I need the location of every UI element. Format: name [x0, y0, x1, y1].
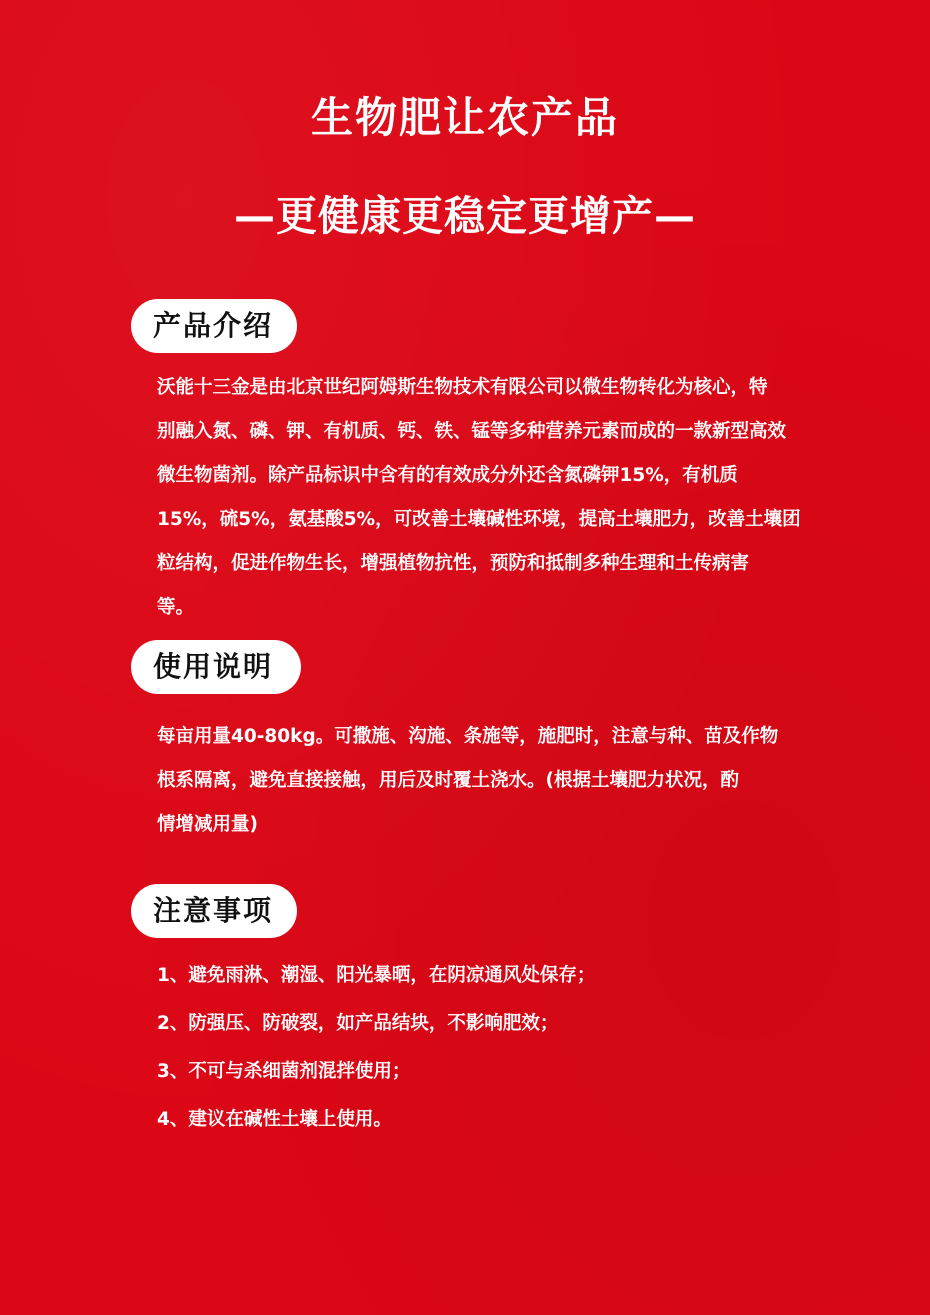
- usage-line: 每亩用量40-80kg。可撒施、沟施、条施等，施肥时，注意与种、苗及作物: [157, 726, 779, 747]
- intro-line: 微生物菌剂。除产品标识中含有的有效成分外还含氮磷钾15%，有机质: [157, 465, 738, 486]
- section-heading-notes: 注意事项: [131, 884, 297, 938]
- section-heading-usage: 使用说明: [131, 640, 301, 694]
- notes-list-item: 3、不可与杀细菌剂混拌使用；: [157, 1061, 411, 1082]
- intro-line: 别融入氮、磷、钾、有机质、钙、铁、锰等多种营养元素而成的一款新型高效: [157, 421, 787, 442]
- notes-list-item: 1、避免雨淋、潮湿、阳光暴晒，在阴凉通风处保存；: [157, 965, 596, 986]
- intro-paragraph: [157, 366, 802, 630]
- notes-list-item: 4、建议在碱性土壤上使用。: [157, 1109, 392, 1130]
- usage-paragraph: [157, 715, 802, 847]
- intro-line: 沃能十三金是由北京世纪阿姆斯生物技术有限公司以微生物转化为核心，特: [157, 377, 768, 398]
- notes-list-item: 2、防强压、防破裂，如产品结块，不影响肥效；: [157, 1013, 559, 1034]
- intro-line: 等。: [157, 597, 195, 618]
- page-title: 生物肥让农产品: [310, 93, 619, 142]
- usage-line: 情增减用量): [157, 814, 258, 835]
- page-subtitle: —更健康更稳定更增产—: [234, 192, 696, 240]
- intro-line: 15%，硫5%，氨基酸5%，可改善土壤碱性环境，提高土壤肥力，改善土壤团: [157, 509, 801, 530]
- intro-line: 粒结构，促进作物生长，增强植物抗性，预防和抵制多种生理和土传病害: [157, 553, 750, 574]
- usage-line: 根系隔离，避免直接接触，用后及时覆土浇水。(根据土壤肥力状况，酌: [157, 770, 739, 791]
- section-heading-intro: 产品介绍: [131, 299, 297, 353]
- notes-list: [157, 952, 802, 1144]
